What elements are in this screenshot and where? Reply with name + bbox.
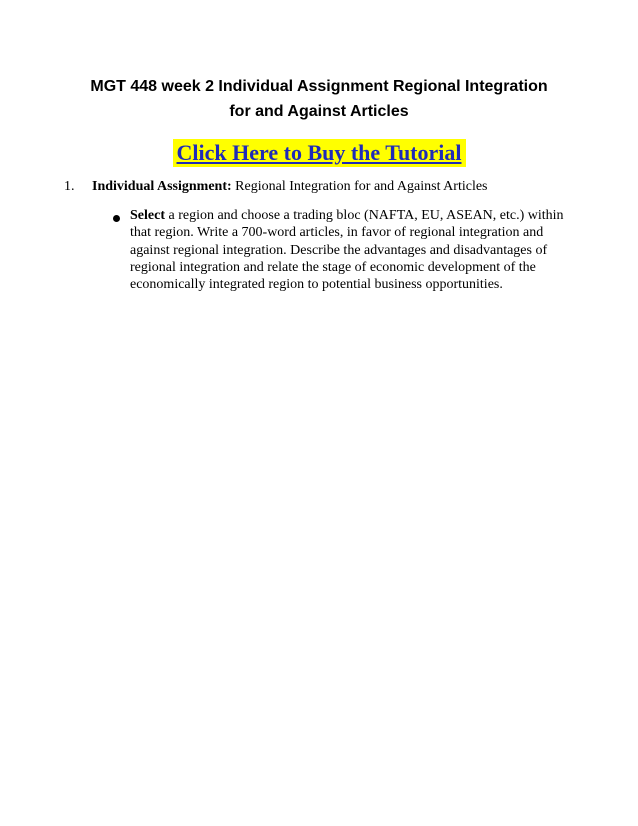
document-title — [60, 74, 578, 124]
title-line-1: MGT 448 week 2 Individual Assignment Regional Integration — [90, 78, 548, 95]
bullet-icon — [113, 215, 120, 222]
bullet-body-text: a region and choose a trading bloc (NAFTA, EU, ASEAN, etc.) within that region. Write a 700-word articles, in favor of regional integration and against regional integration. Describe the advantages and disadvantages of regional integration and relate the stage of economic development of the economically integrated region to potential business opportunities. — [130, 208, 564, 293]
list-item-text: Regional Integration for and Against Articles — [231, 179, 488, 194]
bullet-paragraph — [130, 207, 570, 293]
bullet-lead-word: Select — [130, 208, 165, 223]
list-item-heading: Individual Assignment: — [92, 179, 232, 194]
numbered-list-item — [64, 178, 488, 196]
buy-tutorial-link[interactable]: Click Here to Buy the Tutorial — [173, 139, 466, 167]
list-item-number: 1. — [64, 179, 75, 194]
cta-container — [0, 139, 638, 167]
title-line-2: for and Against Articles — [229, 103, 409, 120]
